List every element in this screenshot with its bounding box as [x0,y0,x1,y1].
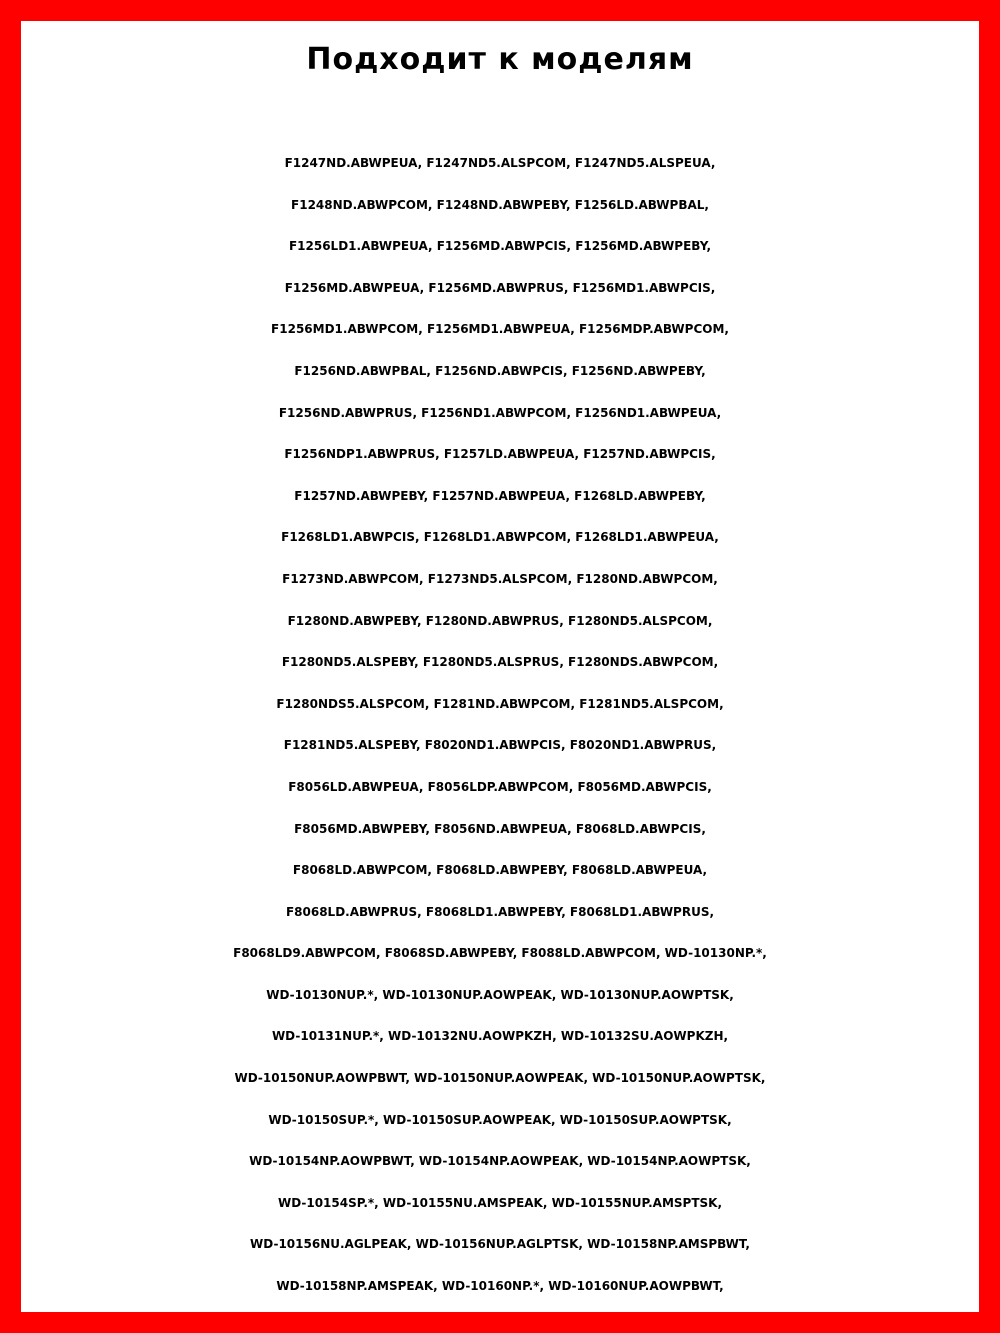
model-line: WD-10131NUP.*, WD-10132NU.AOWPKZH, WD-10132SU.AOWPKZH, [271,1029,729,1044]
model-line: WD-10154SP.*, WD-10155NU.AMSPEAK, WD-10155NUP.AMSPTSK, [277,1195,723,1210]
model-line: F1257ND.ABWPEBY, F1257ND.ABWPEUA, F1268LD.ABWPEBY, [294,488,706,503]
model-line: F1256MD.ABWPEUA, F1256MD.ABWPRUS, F1256MD1.ABWPCIS, [284,280,716,295]
page-title: Подходит к моделям [306,42,694,77]
model-line: WD-10156NU.AGLPEAK, WD-10156NUP.AGLPTSK, WD-10158NP.AMSPBWT, [250,1237,750,1252]
model-line: F1280ND5.ALSPEBY, F1280ND5.ALSPRUS, F1280NDS.ABWPCOM, [281,655,719,670]
model-line: F1281ND5.ALSPEBY, F8020ND1.ABWPCIS, F8020ND1.ABWPRUS, [283,738,717,753]
model-line: F1268LD1.ABWPCIS, F1268LD1.ABWPCOM, F1268LD1.ABWPEUA, [281,530,719,545]
model-line: F1280ND.ABWPEBY, F1280ND.ABWPRUS, F1280ND5.ALSPCOM, [287,613,713,628]
model-line: WD-10150SUP.*, WD-10150SUP.AOWPEAK, WD-10150SUP.AOWPTSK, [268,1112,732,1127]
model-line: F8056MD.ABWPEBY, F8056ND.ABWPEUA, F8068LD.ABWPCIS, [294,821,706,836]
model-line: WD-10154NP.AOWPBWT, WD-10154NP.AOWPEAK, WD-10154NP.AOWPTSK, [249,1154,751,1169]
model-line: F1248ND.ABWPCOM, F1248ND.ABWPEBY, F1256LD.ABWPBAL, [291,197,709,212]
model-line: F1256NDP1.ABWPRUS, F1257LD.ABWPEUA, F1257ND.ABWPCIS, [284,447,716,462]
model-line: F1256ND.ABWPRUS, F1256ND1.ABWPCOM, F1256ND1.ABWPEUA, [278,405,722,420]
model-line: F1256LD1.ABWPEUA, F1256MD.ABWPCIS, F1256MD.ABWPEBY, [288,239,712,254]
model-line: F1256ND.ABWPBAL, F1256ND.ABWPCIS, F1256ND.ABWPEBY, [294,363,706,378]
model-line: WD-10150NUP.AOWPBWT, WD-10150NUP.AOWPEAK, WD-10150NUP.AOWPTSK, [234,1071,766,1086]
model-line: F1273ND.ABWPCOM, F1273ND5.ALSPCOM, F1280ND.ABWPCOM, [282,571,718,586]
model-line: WD-10130NUP.*, WD-10130NUP.AOWPEAK, WD-10130NUP.AOWPTSK, [266,987,734,1002]
model-line: F1256MD1.ABWPCOM, F1256MD1.ABWPEUA, F1256MDP.ABWPCOM, [271,322,729,337]
model-line: F1280NDS5.ALSPCOM, F1281ND.ABWPCOM, F1281ND5.ALSPCOM, [276,696,724,711]
model-list [21,143,979,1308]
model-line: F8068LD.ABWPCOM, F8068LD.ABWPEBY, F8068LD.ABWPEUA, [292,863,708,878]
model-line: F8068LD.ABWPRUS, F8068LD1.ABWPEBY, F8068LD1.ABWPRUS, [285,904,715,919]
model-line: WD-10158NP.AMSPEAK, WD-10160NP.*, WD-10160NUP.AOWPBWT, [276,1279,724,1294]
model-line: F8056LD.ABWPEUA, F8056LDP.ABWPCOM, F8056MD.ABWPCIS, [288,779,712,794]
model-line: F1247ND.ABWPEUA, F1247ND5.ALSPCOM, F1247ND5.ALSPEUA, [284,156,716,170]
model-line: F8068LD9.ABWPCOM, F8068SD.ABWPEBY, F8088LD.ABWPCOM, WD-10130NP.*, [233,946,767,961]
